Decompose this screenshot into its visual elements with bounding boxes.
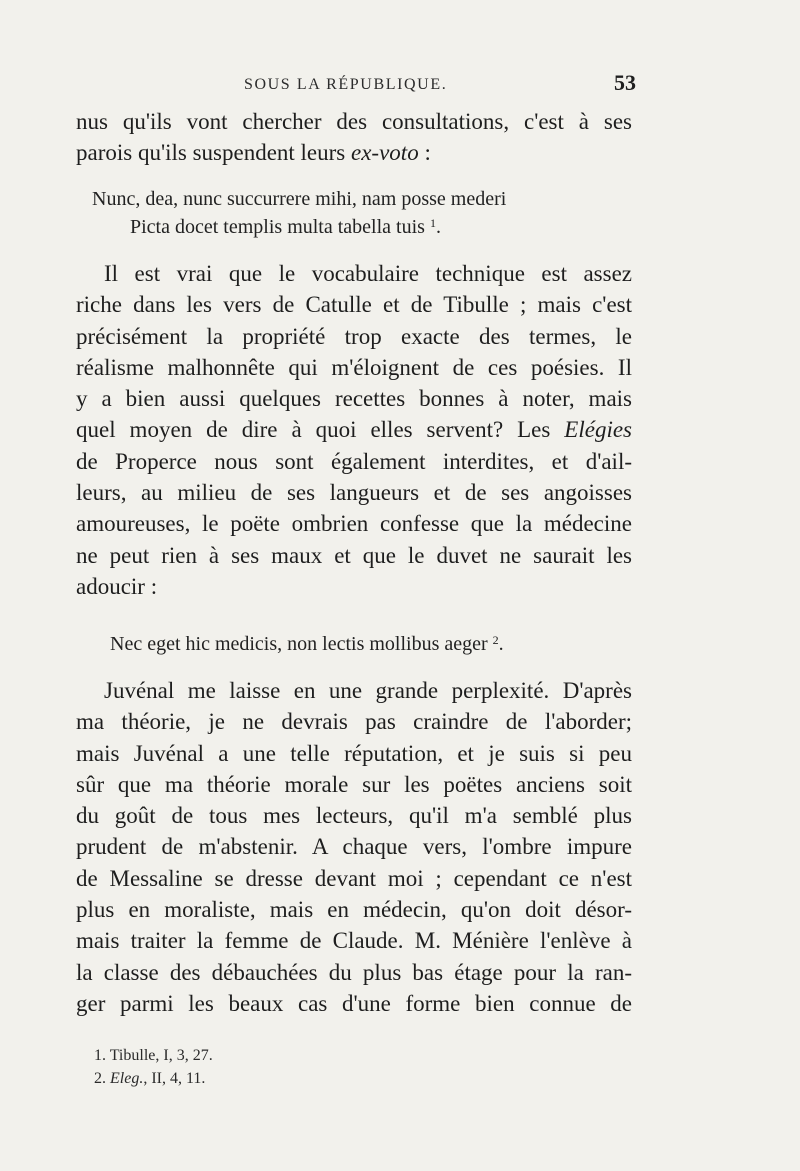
text-line: de Messaline se dresse devant moi ; cependant ce n'est [76, 865, 632, 891]
italic-title: Elégies [564, 417, 632, 443]
text-line: leurs, au milieu de ses langueurs et de ses angoisses [76, 480, 632, 506]
text-line: Il est vrai que le vocabulaire technique est assez [104, 261, 632, 286]
paragraph-1 [76, 106, 632, 169]
text-line: ma théorie, je ne devrais pas craindre de l'aborder; [76, 709, 632, 735]
text-line: de Properce nous sont également interdites, et d'ail- [76, 448, 632, 474]
footnotes [94, 1044, 213, 1090]
text-line: ger parmi les beaux cas d'une forme bien connue de [76, 990, 632, 1016]
running-head [76, 70, 636, 100]
paragraph-3 [76, 675, 632, 1019]
page-number: 53 [614, 70, 636, 95]
text-line: mais traiter la femme de Claude. M. Ménière l'enlève à [76, 928, 632, 954]
footnote-1: 1. Tibulle, I, 3, 27. [94, 1047, 213, 1064]
text-line: Juvénal me laisse en une grande perplexité. D'après [104, 678, 632, 703]
text-line: sûr que ma théorie morale sur les poëtes anciens soit [76, 771, 632, 797]
text-line: amoureuses, le poëte ombrien confesse que la médecine [76, 511, 632, 537]
text-line: prudent de m'abstenir. A chaque vers, l'ombre impure [76, 834, 632, 860]
text-line: réalisme malhonnête qui m'éloignent de ces poésies. Il [76, 354, 632, 380]
footnote-ref: 1 [429, 216, 436, 230]
text-line: plus en moraliste, mais en médecin, qu'on doit désor- [76, 897, 632, 923]
text-line: y a bien aussi quelques recettes bonnes à noter, mais [76, 386, 632, 412]
verse-quote-line-2: Picta docet templis multa tabella tuis $^1$. [130, 216, 441, 238]
text-line: riche dans les vers de Catulle et de Tibulle ; mais c'est [76, 292, 632, 318]
paragraph-2 [76, 258, 632, 602]
text-line: précisément la propriété trop exacte des termes, le [76, 323, 632, 349]
italic-term: ex-voto [351, 140, 419, 166]
text-line: adoucir : [76, 573, 158, 599]
footnote-2: 2. Eleg., II, 4, 11. [94, 1070, 206, 1087]
text-line: ne peut rien à ses maux et que le duvet ne saurait les [76, 542, 632, 568]
text-line: du goût de tous mes lecteurs, qu'il m'a semblé plus [76, 803, 632, 829]
running-title: SOUS LA RÉPUBLIQUE. [244, 76, 448, 93]
text-line: parois qu'ils suspendent leurs ex-voto : [76, 140, 431, 166]
text-line: la classe des débauchées du plus bas étage pour la ran- [76, 959, 632, 985]
text-line: quel moyen de dire à quoi elles servent? Les Elégies [76, 417, 632, 443]
verse-quote-line-1: Nunc, dea, nunc succurrere mihi, nam posse mederi [92, 188, 507, 210]
text-line: mais Juvénal a une telle réputation, et je suis si peu [76, 740, 632, 766]
verse-quote-line-3: Nec eget hic medicis, non lectis mollibus aeger $^2$. [110, 633, 504, 655]
text-line: nus qu'ils vont chercher des consultations, c'est à ses [76, 109, 632, 134]
footnote-ref: 2 [492, 633, 499, 647]
